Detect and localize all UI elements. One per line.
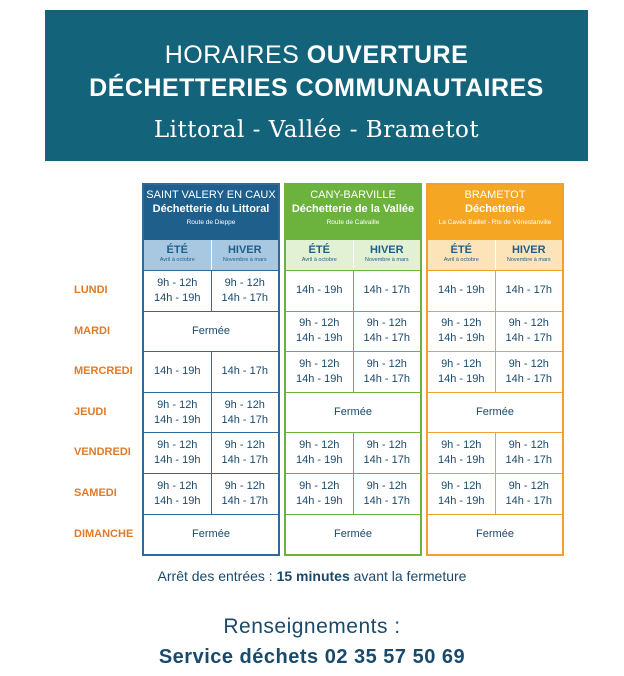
winter-hours-cell <box>495 312 563 352</box>
winter-hours-cell <box>353 474 421 514</box>
winter-hours-cell <box>495 271 563 311</box>
time-slot: 9h - 12h <box>366 357 407 370</box>
schedule-row <box>144 514 278 555</box>
schedule-row <box>286 473 420 514</box>
time-slot: 9h - 12h <box>299 357 340 370</box>
time-slot: 14h - 19h <box>438 332 485 345</box>
site-name: Déchetterie <box>465 203 525 215</box>
time-slot: 9h - 12h <box>224 479 265 492</box>
summer-hours-cell <box>286 271 353 311</box>
time-slot: 14h - 17h <box>505 494 552 507</box>
summer-header: ÉTÉ Avril à octobre <box>144 240 212 270</box>
schedule-row <box>144 351 278 392</box>
schedule-column-littoral <box>142 183 280 556</box>
schedule-row <box>428 473 562 514</box>
site-town: SAINT VALERY EN CAUX <box>146 189 276 201</box>
time-slot: 9h - 12h <box>157 276 198 289</box>
summer-hours-cell <box>144 393 211 433</box>
time-slot: 9h - 12h <box>299 317 340 330</box>
time-slot: 9h - 12h <box>157 439 198 452</box>
entry-stop-note: Arrêt des entrées : 15 minutes avant la fermeture <box>157 568 467 584</box>
time-slot: 14h - 17h <box>221 494 268 507</box>
time-slot: 9h - 12h <box>366 317 407 330</box>
day-label: MARDI <box>74 324 111 337</box>
summer-hours-cell <box>286 433 353 473</box>
schedule-row <box>286 351 420 392</box>
summer-hours-cell <box>428 312 495 352</box>
time-slot: 14h - 17h <box>221 365 268 378</box>
summer-header: ÉTÉ Avril à octobre <box>428 240 496 270</box>
time-slot: 14h - 19h <box>438 372 485 385</box>
service-phone: Service déchets 02 35 57 50 69 <box>158 646 466 668</box>
schedule-row <box>286 392 420 433</box>
time-slot: 9h - 12h <box>366 479 407 492</box>
time-slot: 14h - 17h <box>363 284 410 297</box>
time-slot: 14h - 19h <box>154 291 201 304</box>
site-address: La Cavée Baillet - Rte de Vénestanville <box>438 219 552 226</box>
schedule-row <box>144 432 278 473</box>
info-label: Renseignements : <box>223 615 401 638</box>
day-label: SAMEDI <box>74 487 117 499</box>
time-slot: 14h - 19h <box>296 372 343 385</box>
time-slot: 9h - 12h <box>508 317 549 330</box>
time-slot: 9h - 12h <box>299 439 340 452</box>
summer-hours-cell <box>144 433 211 473</box>
site-name: Déchetterie du Littoral <box>152 203 270 215</box>
schedule-row <box>286 514 420 555</box>
closed-cell: Fermée <box>334 527 372 540</box>
time-slot: 9h - 12h <box>441 479 482 492</box>
winter-hours-cell <box>211 433 279 473</box>
time-slot: 9h - 12h <box>366 439 407 452</box>
time-slot: 9h - 12h <box>508 479 549 492</box>
closed-cell: Fermée <box>476 527 514 540</box>
winter-hours-cell <box>353 433 421 473</box>
time-slot: 14h - 19h <box>154 454 201 467</box>
closed-cell: Fermée <box>192 324 230 337</box>
time-slot: 9h - 12h <box>508 357 549 370</box>
summer-header: ÉTÉ Avril à octobre <box>286 240 354 270</box>
time-slot: 14h - 19h <box>296 284 343 297</box>
winter-hours-cell <box>211 474 279 514</box>
time-slot: 14h - 17h <box>221 291 268 304</box>
site-address: Route de Calvaille <box>326 219 380 226</box>
title-banner <box>45 10 588 161</box>
time-slot: 9h - 12h <box>224 439 265 452</box>
time-slot: 14h - 17h <box>363 372 410 385</box>
schedule-row <box>144 311 278 352</box>
schedule-row <box>428 432 562 473</box>
closed-cell: Fermée <box>334 406 372 419</box>
time-slot: 9h - 12h <box>224 398 265 411</box>
summer-hours-cell <box>286 312 353 352</box>
season-header <box>428 240 562 270</box>
schedule-row <box>428 514 562 555</box>
winter-hours-cell <box>211 271 279 311</box>
time-slot: 14h - 19h <box>296 332 343 345</box>
summer-hours-cell <box>428 474 495 514</box>
banner-title-line1: HORAIRES OUVERTURE <box>164 41 469 69</box>
summer-hours-cell <box>428 271 495 311</box>
schedule-row <box>286 432 420 473</box>
schedule-row <box>428 311 562 352</box>
closed-cell: Fermée <box>476 406 514 419</box>
time-slot: 14h - 17h <box>505 284 552 297</box>
day-label: DIMANCHE <box>74 527 134 540</box>
schedule-row <box>144 473 278 514</box>
schedule-row <box>286 270 420 311</box>
winter-hours-cell <box>211 393 279 433</box>
schedule-column-brametot <box>426 183 564 556</box>
day-label: VENDREDI <box>74 446 131 459</box>
winter-hours-cell <box>211 352 279 392</box>
winter-hours-cell <box>353 312 421 352</box>
time-slot: 14h - 19h <box>296 454 343 467</box>
time-slot: 14h - 19h <box>438 284 485 297</box>
banner-title-line2: DÉCHETTERIES COMMUNAUTAIRES <box>89 74 544 102</box>
winter-hours-cell <box>495 352 563 392</box>
time-slot: 14h - 19h <box>154 413 201 426</box>
time-slot: 9h - 12h <box>157 398 198 411</box>
summer-hours-cell <box>286 474 353 514</box>
time-slot: 14h - 17h <box>363 454 410 467</box>
season-header <box>144 240 278 270</box>
site-address: Route de Dieppe <box>186 219 236 226</box>
season-header <box>286 240 420 270</box>
time-slot: 14h - 17h <box>221 454 268 467</box>
day-label: MERCREDI <box>74 365 133 378</box>
site-town: BRAMETOT <box>464 189 526 201</box>
time-slot: 14h - 17h <box>505 454 552 467</box>
time-slot: 14h - 19h <box>154 494 201 507</box>
site-town: CANY-BARVILLE <box>310 189 396 201</box>
time-slot: 9h - 12h <box>441 357 482 370</box>
summer-hours-cell <box>144 474 211 514</box>
winter-hours-cell <box>353 271 421 311</box>
summer-hours-cell <box>144 271 211 311</box>
winter-header: HIVER Novembre à mars <box>364 244 409 263</box>
site-name: Déchetterie de la Vallée <box>291 203 415 215</box>
time-slot: 9h - 12h <box>157 479 198 492</box>
schedule-row <box>428 270 562 311</box>
day-label: LUNDI <box>74 284 108 296</box>
winter-hours-cell <box>495 474 563 514</box>
time-slot: 14h - 17h <box>363 332 410 345</box>
time-slot: 14h - 19h <box>438 494 485 507</box>
closed-cell: Fermée <box>192 527 230 540</box>
schedule-row <box>144 270 278 311</box>
winter-header: HIVER Novembre à mars <box>506 244 551 263</box>
site-header <box>144 185 278 240</box>
time-slot: 14h - 19h <box>296 494 343 507</box>
summer-hours-cell <box>286 352 353 392</box>
schedule-row <box>144 392 278 433</box>
schedule-row <box>428 392 562 433</box>
time-slot: 14h - 19h <box>438 454 485 467</box>
day-label: JEUDI <box>74 405 107 418</box>
time-slot: 14h - 17h <box>505 332 552 345</box>
schedule-row <box>286 311 420 352</box>
banner-subtitle: Littoral - Vallée - Brametot <box>153 117 480 143</box>
time-slot: 9h - 12h <box>508 439 549 452</box>
site-header <box>428 185 562 240</box>
summer-hours-cell <box>428 433 495 473</box>
time-slot: 14h - 17h <box>505 372 552 385</box>
time-slot: 14h - 17h <box>363 494 410 507</box>
time-slot: 14h - 19h <box>154 365 201 378</box>
winter-hours-cell <box>495 433 563 473</box>
time-slot: 9h - 12h <box>441 317 482 330</box>
schedule-row <box>428 351 562 392</box>
site-header <box>286 185 420 240</box>
winter-hours-cell <box>353 352 421 392</box>
time-slot: 14h - 17h <box>221 413 268 426</box>
summer-hours-cell <box>428 352 495 392</box>
schedule-column-vallee <box>284 183 422 556</box>
winter-header: HIVER Novembre à mars <box>222 244 267 263</box>
summer-hours-cell <box>144 352 211 392</box>
time-slot: 9h - 12h <box>441 439 482 452</box>
time-slot: 9h - 12h <box>224 276 265 289</box>
time-slot: 9h - 12h <box>299 479 340 492</box>
